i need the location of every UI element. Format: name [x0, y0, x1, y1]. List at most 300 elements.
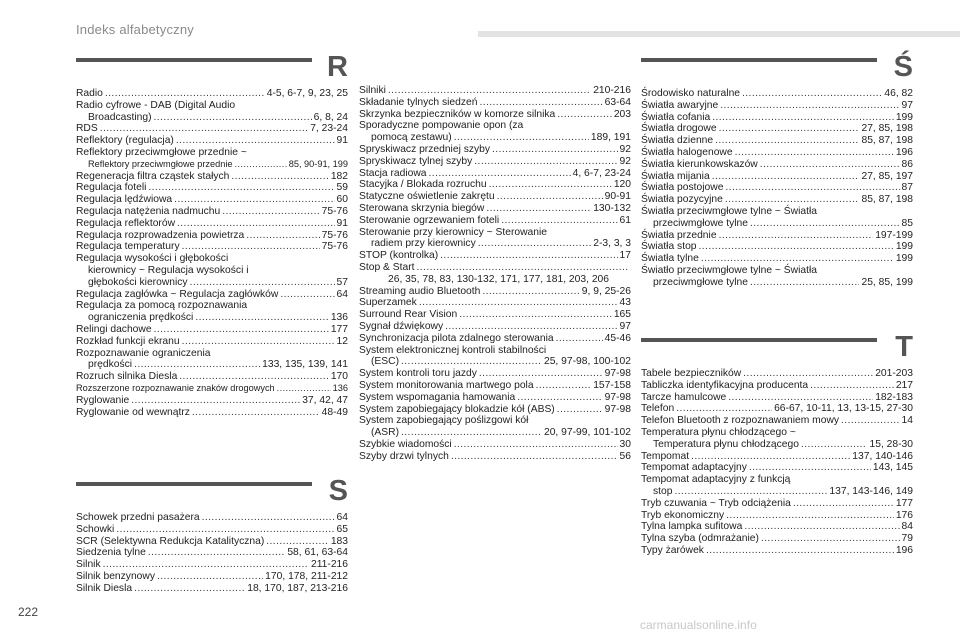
page-reference: 4, 6-7, 23-24: [572, 167, 631, 179]
page-reference: 199: [895, 241, 913, 253]
page-reference: 177: [895, 497, 913, 509]
index-entry-line: [641, 230, 913, 242]
index-entry-line: [359, 333, 631, 345]
index-entry-line: [76, 300, 348, 312]
index-term: przeciwmgłowe tylne: [653, 217, 748, 229]
leader-dots: [235, 159, 287, 171]
leader-dots: [148, 547, 285, 559]
index-term: Składanie tylnych siedzeń: [359, 96, 478, 108]
leader-dots: [479, 368, 603, 380]
leader-dots: [103, 559, 309, 571]
index-term: Broadcasting): [88, 111, 152, 123]
index-entry: [76, 571, 348, 583]
page-reference: 196: [895, 146, 913, 158]
index-entry-line: [359, 156, 631, 168]
index-entry-line: [641, 147, 913, 159]
index-entry-line: [359, 274, 631, 286]
leader-dots: [280, 289, 334, 301]
index-term: Temperatura płynu chłodzącego ~: [641, 426, 796, 438]
index-entry: [359, 109, 631, 121]
index-entry: [359, 309, 631, 321]
page-reference: 57: [336, 276, 348, 288]
index-term: (ASR): [371, 427, 400, 439]
index-entry: [359, 144, 631, 156]
index-entry: [76, 123, 348, 135]
page-reference: 25, 85, 199: [861, 276, 913, 288]
index-term: Światła postojowe: [641, 182, 724, 194]
index-entry-line: [76, 123, 348, 135]
index-entry-line: [641, 533, 913, 545]
index-entry: [76, 547, 348, 559]
leader-dots: [157, 571, 263, 583]
index-entry-line: [76, 159, 348, 171]
page-reference: 20, 97-99, 101-102: [543, 427, 631, 439]
index-entry: [641, 510, 913, 522]
index-entry: [641, 392, 913, 404]
page-reference: 46, 82: [884, 88, 913, 99]
index-entry: [641, 194, 913, 206]
index-entry-line: [359, 286, 631, 298]
leader-dots: [742, 88, 882, 100]
index-entry-line: [76, 206, 348, 218]
index-term: Sterowanie przy kierownicy ~ Sterowanie: [359, 226, 548, 238]
index-entry-line: [359, 427, 631, 439]
index-entry: [359, 203, 631, 215]
index-term: Tryb czuwania ~ Tryb odciążenia: [641, 497, 791, 509]
page-reference: 85: [901, 217, 913, 229]
index-term: Streaming audio Bluetooth: [359, 285, 481, 297]
leader-dots: [557, 109, 612, 121]
leader-dots: [116, 524, 334, 536]
index-entry-line: [76, 171, 348, 183]
index-term: Szybkie wiadomości: [359, 438, 452, 450]
index-entry-line: [359, 345, 631, 357]
leader-dots: [148, 182, 334, 194]
page-reference: 211-216: [310, 559, 348, 571]
leader-dots: [841, 415, 899, 427]
page-reference: 56: [619, 450, 631, 462]
index-entry-line: [359, 238, 631, 250]
page-reference: 84: [901, 521, 913, 533]
index-term: kierownicy ~ Regulacja wysokości i: [88, 264, 249, 276]
index-term: Siedzenia tylne: [76, 547, 146, 559]
index-entry-line: [76, 265, 348, 277]
leader-dots: [691, 451, 850, 463]
index-entry: [641, 253, 913, 265]
index-entry: [76, 300, 348, 324]
index-term: Światła przednie: [641, 229, 717, 241]
page-reference: 143, 145: [872, 462, 913, 474]
index-entry-line: [359, 297, 631, 309]
index-term: Tylna lampka sufitowa: [641, 521, 743, 533]
index-entry-line: [76, 336, 348, 348]
index-entry-line: [76, 241, 348, 253]
index-entry-line: [359, 262, 631, 274]
leader-dots: [474, 156, 617, 168]
index-entry: [359, 286, 631, 298]
index-entry-line: [641, 498, 913, 510]
page-reference: 75-76: [321, 205, 348, 217]
index-entry-line: [641, 277, 913, 289]
index-entry-line: [359, 168, 631, 180]
index-term: Schowki: [76, 523, 115, 535]
index-entry-line: [641, 427, 913, 439]
index-entry-line: [641, 392, 913, 404]
index-entry: [76, 536, 348, 548]
page-reference: 2-3, 3, 3: [593, 238, 631, 250]
index-entry: [641, 230, 913, 242]
index-entry: [359, 168, 631, 180]
index-entry: [641, 241, 913, 253]
leader-dots: [105, 88, 265, 100]
index-term: Radio cyfrowe - DAB (Digital Audio: [76, 99, 236, 111]
leader-dots: [536, 380, 592, 392]
leader-dots: [401, 356, 542, 368]
index-term: Regulacja reflektorów: [76, 217, 176, 229]
index-entry: [641, 498, 913, 510]
index-entry: [641, 100, 913, 112]
index-entry-line: [641, 265, 913, 277]
index-entry: [641, 403, 913, 415]
page-reference: 87: [901, 182, 913, 194]
index-term: Sporadyczne pompowanie opon (za: [359, 120, 524, 132]
index-column-1: [76, 51, 348, 418]
leader-dots: [192, 407, 320, 419]
index-entry-line: [76, 324, 348, 336]
index-term: Telefon: [641, 403, 675, 415]
index-term: Temperatura płynu chłodzącego: [653, 438, 799, 450]
page-reference: 75-76: [321, 241, 348, 253]
index-column-2: [359, 85, 631, 463]
index-term: Silnik Diesla: [76, 582, 133, 594]
leader-dots: [482, 286, 579, 298]
index-entry-line: [359, 203, 631, 215]
index-entry: [359, 156, 631, 168]
index-term: Reflektory (regulacja): [76, 135, 174, 147]
index-term: prędkości: [88, 359, 133, 371]
leader-dots: [676, 403, 772, 415]
section-letter: S: [328, 475, 348, 507]
page-header-title: Indeks alfabetyczny: [76, 22, 194, 37]
leader-dots: [810, 380, 894, 392]
index-term: Tempomat adaptacyjny: [641, 462, 747, 474]
index-entry: [76, 241, 348, 253]
index-term: Światła przeciwmgłowe tylne ~ Światła: [641, 205, 817, 217]
page-reference: 137, 140-146: [852, 450, 913, 462]
leader-dots: [793, 498, 894, 510]
index-entry-line: [359, 439, 631, 451]
section-header-r: [76, 51, 348, 88]
index-entry-line: [76, 312, 348, 324]
index-entry-line: [641, 206, 913, 218]
section-letter: Ś: [893, 51, 913, 83]
index-entry: [641, 368, 913, 380]
index-entry-line: [359, 144, 631, 156]
index-entry-line: [359, 191, 631, 203]
page-reference: 97: [619, 320, 631, 332]
index-entry: [359, 85, 631, 97]
leader-dots: [715, 135, 859, 147]
page-reference: 27, 85, 197: [861, 170, 913, 182]
section-header-t: [641, 331, 913, 368]
index-entry: [641, 147, 913, 159]
index-entry: [76, 206, 348, 218]
index-term: System wspomagania hamowania: [359, 391, 516, 403]
page-reference: 18, 170, 187, 213-216: [247, 582, 348, 594]
index-entry-line: [359, 404, 631, 416]
page-reference: 182: [330, 170, 348, 182]
index-list: [76, 512, 348, 595]
index-entry: [641, 380, 913, 392]
leader-dots: [492, 144, 617, 156]
index-term: System zapobiegający poślizgowi kół: [359, 415, 529, 427]
page-reference: 64: [336, 512, 348, 523]
page-reference: 37, 42, 47: [302, 394, 348, 406]
index-term: Statyczne oświetlenie zakrętu: [359, 191, 495, 203]
index-entry: [76, 371, 348, 383]
index-entry-line: [76, 218, 348, 230]
page-reference: 183: [330, 535, 348, 547]
index-entry: [359, 120, 631, 144]
page-reference: 91: [336, 217, 348, 229]
index-term: Relingi dachowe: [76, 323, 152, 335]
index-entry-line: [359, 179, 631, 191]
index-term: Regulacja wysokości i głębokości: [76, 253, 229, 265]
index-entry-line: [76, 277, 348, 289]
index-entry-line: [359, 451, 631, 463]
leader-dots: [419, 297, 618, 309]
page-reference: 130-132: [593, 202, 631, 214]
leader-dots: [195, 312, 328, 324]
index-term: Środowisko naturalne: [641, 88, 741, 99]
leader-dots: [440, 250, 617, 262]
index-entry-line: [359, 321, 631, 333]
leader-dots: [699, 241, 894, 253]
index-term: Superzamek: [359, 297, 417, 309]
index-entry: [641, 474, 913, 498]
index-entry-line: [641, 100, 913, 112]
page-reference: 14: [901, 415, 913, 427]
page-reference: 170, 178, 211-212: [265, 570, 348, 582]
leader-dots: [134, 359, 260, 371]
index-entry-line: [359, 309, 631, 321]
index-entry: [359, 262, 631, 286]
index-term: Regulacja zagłówka ~ Regulacja zagłówków: [76, 288, 279, 300]
index-term: Światła stop: [641, 241, 697, 253]
page-reference: 59: [336, 182, 348, 194]
leader-dots: [556, 333, 603, 345]
page-reference: 9, 9, 25-26: [581, 285, 631, 297]
leader-dots: [557, 404, 603, 416]
index-term: Regulacja za pomocą rozpoznawania: [76, 300, 248, 312]
leader-dots: [179, 371, 329, 383]
index-entry-line: [76, 348, 348, 360]
index-entry-line: [641, 171, 913, 183]
page-reference: 199: [895, 111, 913, 123]
index-entry-line: [641, 241, 913, 253]
page-reference: 7, 23-24: [310, 123, 348, 135]
index-term: SCR (Selektywna Redukcja Katalityczna): [76, 535, 265, 547]
page-number: 222: [18, 605, 39, 619]
index-entry-line: [76, 512, 348, 524]
index-entry: [359, 191, 631, 203]
leader-dots: [725, 182, 899, 194]
index-entry-line: [359, 132, 631, 144]
index-term: (ESC): [371, 356, 400, 368]
page-reference: 85, 90-91, 199: [288, 158, 348, 169]
index-entry: [359, 227, 631, 251]
index-entry-line: [76, 289, 348, 301]
watermark-text: carmanualsonline.info: [640, 618, 757, 632]
index-term: System kontroli toru jazdy: [359, 368, 477, 380]
index-list: [641, 368, 913, 557]
leader-dots: [720, 100, 899, 112]
index-entry: [359, 333, 631, 345]
leader-dots: [266, 536, 329, 548]
index-term: radiem przy kierownicy: [371, 238, 476, 250]
page-reference: 25, 97-98, 100-102: [543, 356, 631, 368]
index-entry-line: [641, 521, 913, 533]
page-reference: 97-98: [604, 403, 631, 415]
index-term: Regulacja rozprowadzenia powietrza: [76, 229, 245, 241]
leader-dots: [177, 218, 335, 230]
page-reference: 30: [619, 438, 631, 450]
index-term: Skrzynka bezpieczników w komorze silnika: [359, 108, 556, 120]
page-reference: 157-158: [593, 379, 631, 391]
index-term: Reflektory przeciwmgłowe przednie ~: [76, 146, 247, 158]
index-entry-line: [641, 368, 913, 380]
leader-dots: [744, 521, 899, 533]
index-term: Regeneracja filtra cząstek stałych: [76, 170, 230, 182]
leader-dots: [501, 215, 617, 227]
leader-dots: [222, 206, 319, 218]
index-entry: [76, 171, 348, 183]
index-entry: [641, 182, 913, 194]
index-entry: [641, 451, 913, 463]
index-entry-line: [359, 97, 631, 109]
index-entry: [76, 230, 348, 242]
leader-dots: [750, 277, 859, 289]
leader-dots: [454, 132, 589, 144]
index-term: Regulacja lędźwiowa: [76, 194, 173, 206]
leader-dots: [246, 230, 319, 242]
page-reference: 85, 87, 198: [861, 135, 913, 147]
index-term: Tabliczka identyfikacyjna producenta: [641, 379, 809, 391]
leader-dots: [202, 512, 335, 524]
leader-dots: [100, 123, 308, 135]
section-letter: T: [895, 331, 913, 363]
page-reference: 4-5, 6-7, 9, 23, 25: [266, 88, 348, 99]
page-reference: 170: [330, 371, 348, 383]
page-reference: 43: [619, 297, 631, 309]
index-entry: [76, 100, 348, 124]
index-entry: [76, 324, 348, 336]
leader-dots: [725, 194, 860, 206]
leader-dots: [489, 179, 612, 191]
index-entry-line: [641, 253, 913, 265]
page-reference: 92: [619, 143, 631, 155]
section-header-s-acute: [641, 51, 913, 88]
page-reference: 6, 8, 24: [313, 111, 348, 123]
index-term: System monitorowania martwego pola: [359, 379, 534, 391]
index-entry: [76, 524, 348, 536]
section-divider: [76, 58, 312, 62]
index-column-3-t: [641, 331, 913, 557]
page-reference: 58, 61, 63-64: [287, 547, 348, 559]
page-reference: 133, 135, 139, 141: [262, 359, 348, 371]
page-reference: 176: [895, 509, 913, 521]
index-term: Radio: [76, 88, 103, 99]
index-entry: [359, 215, 631, 227]
page-reference: 86: [901, 158, 913, 170]
leader-dots: [388, 85, 591, 97]
leader-dots: [134, 583, 245, 595]
index-term: System zapobiegający blokadzie kół (ABS): [359, 403, 555, 415]
index-entry-line: [641, 135, 913, 147]
index-entry: [76, 182, 348, 194]
index-entry-line: [359, 85, 631, 97]
leader-dots: [176, 135, 335, 147]
index-term: Ryglowanie od wewnątrz: [76, 406, 190, 418]
section-divider: [641, 58, 877, 62]
index-term: Ryglowanie: [76, 394, 130, 406]
index-term: Regulacja natężenia nadmuchu: [76, 205, 221, 217]
index-entry-line: [641, 194, 913, 206]
index-entry-line: [641, 545, 913, 557]
page-reference: 85, 87, 198: [861, 194, 913, 206]
index-term: Stop & Start: [359, 261, 415, 273]
index-term: Tryb ekonomiczny: [641, 509, 725, 521]
index-entry-line: [76, 112, 348, 124]
index-term: Światła dzienne: [641, 135, 714, 147]
leader-dots: [726, 510, 894, 522]
leader-dots: [277, 383, 331, 395]
index-entry-line: [641, 510, 913, 522]
leader-dots: [706, 545, 894, 557]
page-reference: 97-98: [604, 368, 631, 380]
index-entry-line: [641, 462, 913, 474]
leader-dots: [190, 277, 335, 289]
index-entry-line: [359, 120, 631, 132]
leader-dots: [417, 262, 629, 274]
index-entry: [641, 265, 913, 289]
index-entry: [359, 415, 631, 439]
index-entry: [641, 171, 913, 183]
index-term: Światło przeciwmgłowe tylne ~ Światła: [641, 264, 817, 276]
index-term: Sterowanie ogrzewaniem foteli: [359, 214, 500, 226]
leader-dots: [719, 230, 874, 242]
index-term: Regulacja temperatury: [76, 241, 180, 253]
index-entry-line: [76, 547, 348, 559]
page-reference: 90-91: [604, 191, 631, 203]
index-term: Silnik: [76, 559, 101, 571]
leader-dots: [459, 309, 612, 321]
page-reference: 17: [619, 250, 631, 262]
index-entry: [359, 451, 631, 463]
index-term: Światła pozycyjne: [641, 194, 723, 206]
page-reference: 137, 143-146, 149: [829, 485, 913, 497]
page-reference: 210-216: [593, 85, 631, 96]
index-term: Regulacja foteli: [76, 182, 147, 194]
leader-dots: [131, 395, 300, 407]
index-term: Spryskiwacz tylnej szyby: [359, 155, 473, 167]
index-term: ograniczenia prędkości: [88, 312, 194, 324]
page-reference: 136: [330, 312, 348, 324]
index-entry-line: [359, 215, 631, 227]
section-divider: [76, 482, 312, 486]
index-entry: [359, 250, 631, 262]
leader-dots: [231, 171, 328, 183]
